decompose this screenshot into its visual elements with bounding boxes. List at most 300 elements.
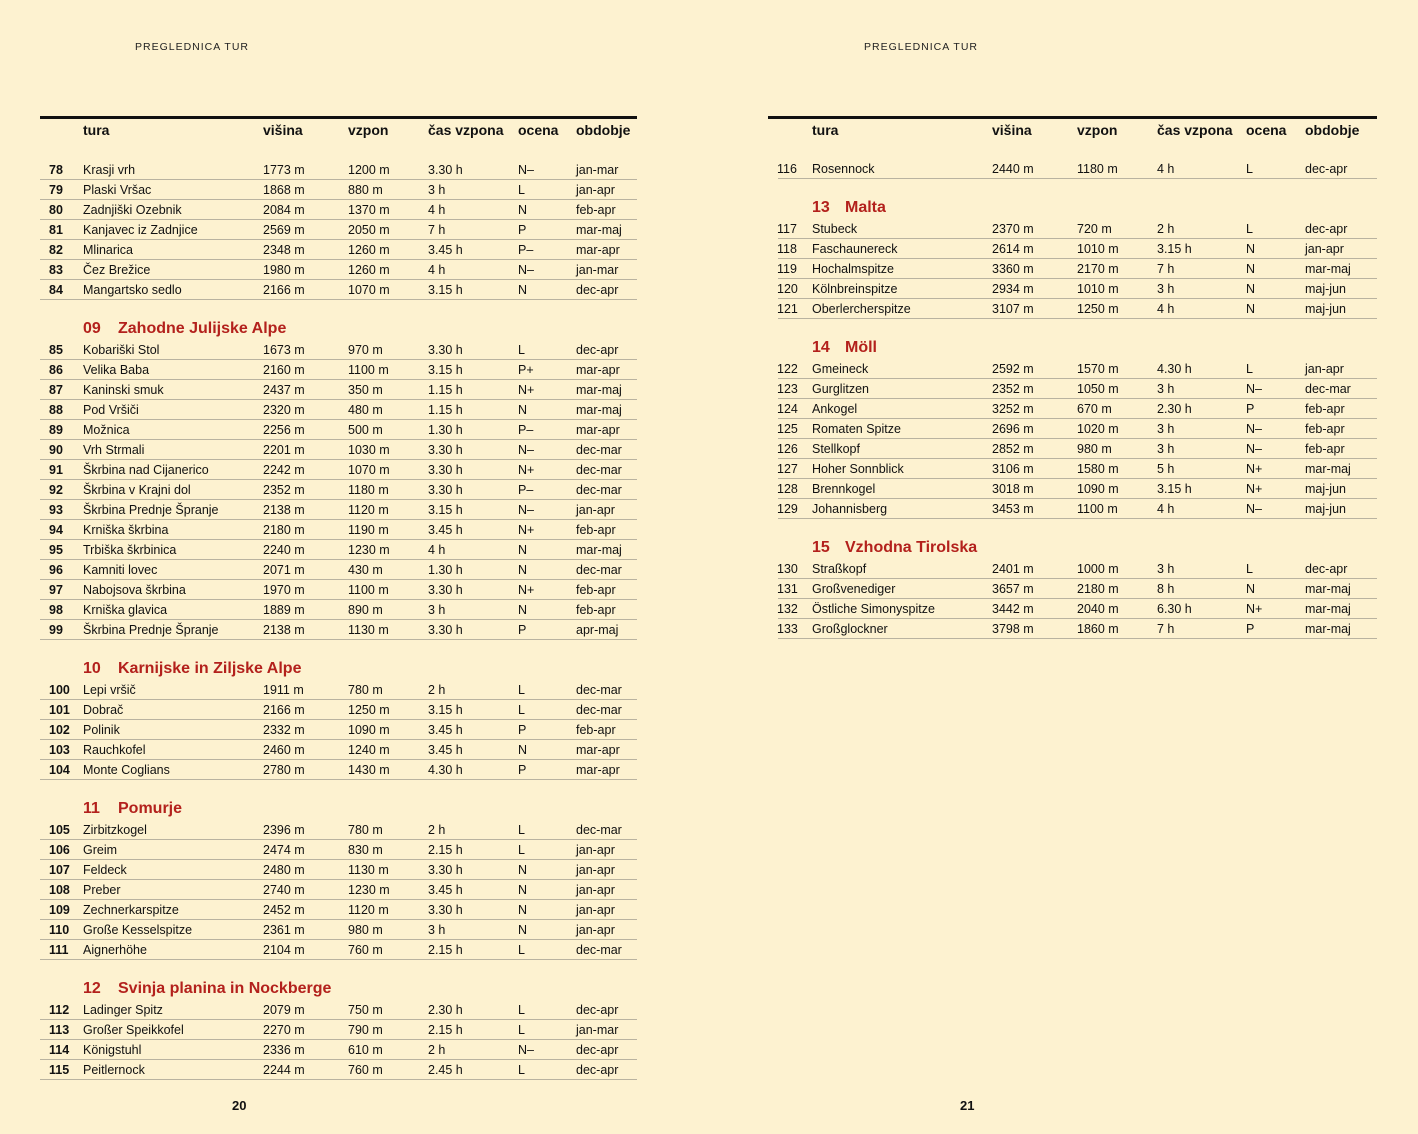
tour-number: 118 bbox=[777, 242, 797, 256]
tour-name: Hoher Sonnblick bbox=[812, 462, 904, 476]
tour-grade: P bbox=[518, 763, 527, 777]
table-row bbox=[40, 280, 637, 300]
tour-ascent: 1130 m bbox=[348, 863, 389, 877]
tour-season: dec-mar bbox=[1305, 382, 1351, 396]
tour-ascent: 610 m bbox=[348, 1043, 383, 1057]
tour-number: 128 bbox=[777, 482, 798, 496]
table-row bbox=[778, 279, 1377, 299]
header-ocena: ocena bbox=[1246, 122, 1287, 138]
tour-name: Škrbina Prednje Špranje bbox=[83, 623, 219, 637]
tour-grade: N bbox=[518, 883, 528, 897]
tour-ascent: 1070 m bbox=[348, 283, 390, 297]
tour-time: 4 h bbox=[1157, 302, 1175, 316]
tour-ascent: 2170 m bbox=[1077, 262, 1119, 276]
tour-name: Johannisberg bbox=[812, 502, 888, 516]
page-number: 20 bbox=[232, 1098, 247, 1113]
tour-name: Gurglitzen bbox=[812, 382, 869, 396]
header-visina: višina bbox=[992, 122, 1032, 138]
tour-grade: N+ bbox=[518, 523, 535, 537]
tour-number: 129 bbox=[777, 502, 798, 516]
tour-number: 105 bbox=[49, 823, 70, 837]
tour-season: mar-maj bbox=[576, 383, 622, 397]
tour-name: Straßkopf bbox=[812, 562, 867, 576]
tour-name: Trbiška škrbinica bbox=[83, 543, 177, 557]
table-row bbox=[40, 1060, 637, 1080]
tour-grade: N bbox=[518, 923, 528, 937]
table-row bbox=[40, 520, 637, 540]
tour-height: 2352 m bbox=[263, 483, 305, 497]
tour-season: mar-maj bbox=[1305, 462, 1351, 476]
section-name: Pomurje bbox=[118, 800, 183, 817]
tour-grade: P+ bbox=[518, 363, 534, 377]
tour-season: mar-maj bbox=[1305, 602, 1351, 616]
tour-name: Škrbina v Krajni dol bbox=[83, 483, 191, 497]
tour-number: 94 bbox=[49, 523, 63, 537]
header-ocena: ocena bbox=[518, 122, 559, 138]
tour-name: Großer Speikkofel bbox=[83, 1023, 184, 1037]
tour-ascent: 720 m bbox=[1077, 222, 1112, 236]
tour-name: Rauchkofel bbox=[83, 743, 146, 757]
tour-name: Pod Vršiči bbox=[83, 403, 139, 417]
tour-name: Brennkogel bbox=[812, 482, 876, 496]
table-row bbox=[40, 180, 637, 200]
tour-time: 3.30 h bbox=[428, 583, 463, 597]
page-number: 21 bbox=[960, 1098, 975, 1113]
tour-name: Kaninski smuk bbox=[83, 383, 164, 397]
tour-height: 1889 m bbox=[263, 603, 305, 617]
tour-ascent: 830 m bbox=[348, 843, 383, 857]
tour-grade: N– bbox=[518, 503, 534, 517]
tour-number: 84 bbox=[49, 283, 63, 297]
tour-height: 2396 m bbox=[263, 823, 305, 837]
section-title bbox=[40, 660, 640, 680]
tour-time: 3 h bbox=[428, 603, 446, 617]
tour-season: maj-jun bbox=[1305, 502, 1346, 516]
tour-season: dec-apr bbox=[1305, 562, 1348, 576]
table-row bbox=[40, 160, 637, 180]
table-row bbox=[40, 560, 637, 580]
tour-name: Škrbina Prednje Špranje bbox=[83, 503, 219, 517]
tour-grade: N– bbox=[1246, 442, 1262, 456]
tour-number: 82 bbox=[49, 243, 63, 257]
tour-name: Faschaunereck bbox=[812, 242, 898, 256]
tour-time: 3.30 h bbox=[428, 163, 463, 177]
tour-time: 3.45 h bbox=[428, 743, 463, 757]
tour-grade: N– bbox=[518, 163, 534, 177]
tour-time: 4 h bbox=[428, 263, 446, 277]
tour-ascent: 1180 m bbox=[1077, 162, 1118, 176]
tour-time: 4 h bbox=[428, 543, 446, 557]
tour-height: 2242 m bbox=[263, 463, 305, 477]
tour-time: 3.15 h bbox=[428, 503, 463, 517]
tour-name: Große Kesselspitze bbox=[83, 923, 193, 937]
tour-season: feb-apr bbox=[576, 723, 616, 737]
tour-name: Polinik bbox=[83, 723, 120, 737]
tour-season: jan-mar bbox=[576, 263, 619, 277]
tour-time: 3.30 h bbox=[428, 343, 463, 357]
tour-name: Krniška glavica bbox=[83, 603, 168, 617]
tour-grade: L bbox=[1246, 362, 1253, 376]
tour-height: 2480 m bbox=[263, 863, 305, 877]
table-row bbox=[778, 259, 1377, 279]
tour-name: Östliche Simonyspitze bbox=[812, 602, 935, 616]
tour-grade: L bbox=[518, 823, 525, 837]
tour-height: 2244 m bbox=[263, 1063, 305, 1077]
tour-grade: P– bbox=[518, 243, 534, 257]
section-number: 10 bbox=[83, 660, 101, 677]
tour-time: 2.15 h bbox=[428, 1023, 463, 1037]
tour-height: 3798 m bbox=[992, 622, 1034, 636]
tour-time: 3.45 h bbox=[428, 243, 463, 257]
tour-time: 3.30 h bbox=[428, 463, 463, 477]
tour-time: 1.15 h bbox=[428, 403, 463, 417]
tour-number: 83 bbox=[49, 263, 63, 277]
tour-grade: L bbox=[518, 183, 525, 197]
tour-time: 3 h bbox=[1157, 282, 1175, 296]
tour-ascent: 1570 m bbox=[1077, 362, 1119, 376]
header-visina: višina bbox=[263, 122, 303, 138]
tour-height: 2437 m bbox=[263, 383, 305, 397]
tour-name: Kölnbreinspitze bbox=[812, 282, 898, 296]
tour-name: Kobariški Stol bbox=[83, 343, 160, 357]
tour-height: 2240 m bbox=[263, 543, 305, 557]
table-row bbox=[778, 599, 1377, 619]
tour-time: 3.15 h bbox=[428, 703, 463, 717]
section-title bbox=[40, 320, 640, 340]
tour-number: 131 bbox=[777, 582, 798, 596]
tour-height: 2180 m bbox=[263, 523, 305, 537]
tour-season: mar-maj bbox=[576, 223, 622, 237]
tour-number: 86 bbox=[49, 363, 63, 377]
tour-season: dec-mar bbox=[576, 443, 622, 457]
tour-number: 121 bbox=[777, 302, 798, 316]
tour-number: 108 bbox=[49, 883, 70, 897]
tour-height: 2079 m bbox=[263, 1003, 305, 1017]
tour-season: jan-mar bbox=[576, 1023, 619, 1037]
table-row bbox=[40, 340, 637, 360]
table-row bbox=[40, 440, 637, 460]
tour-height: 2084 m bbox=[263, 203, 305, 217]
tour-number: 88 bbox=[49, 403, 63, 417]
tour-grade: L bbox=[518, 683, 525, 697]
tour-grade: N bbox=[518, 743, 528, 757]
tour-number: 99 bbox=[49, 623, 63, 637]
tour-grade: L bbox=[1246, 222, 1253, 236]
tour-name: Preber bbox=[83, 883, 121, 897]
table-row bbox=[778, 359, 1377, 379]
tour-height: 2104 m bbox=[263, 943, 305, 957]
tour-grade: N+ bbox=[518, 583, 535, 597]
tour-season: feb-apr bbox=[1305, 442, 1345, 456]
tour-season: mar-maj bbox=[1305, 582, 1351, 596]
tour-ascent: 2050 m bbox=[348, 223, 390, 237]
tour-season: jan-apr bbox=[576, 903, 615, 917]
table-row bbox=[778, 619, 1377, 639]
tour-time: 4.30 h bbox=[1157, 362, 1192, 376]
tour-ascent: 1230 m bbox=[348, 543, 390, 557]
tour-season: mar-apr bbox=[576, 243, 620, 257]
tour-number: 123 bbox=[777, 382, 798, 396]
tour-ascent: 500 m bbox=[348, 423, 383, 437]
tour-grade: L bbox=[1246, 562, 1253, 576]
tour-season: jan-apr bbox=[576, 503, 615, 517]
tour-season: mar-apr bbox=[576, 363, 620, 377]
tour-grade: N– bbox=[1246, 502, 1262, 516]
tour-number: 92 bbox=[49, 483, 63, 497]
tour-number: 130 bbox=[777, 562, 798, 576]
header-tura: tura bbox=[83, 122, 110, 138]
tour-ascent: 1100 m bbox=[348, 363, 389, 377]
table-row bbox=[40, 600, 637, 620]
tour-number: 132 bbox=[777, 602, 798, 616]
tour-name: Škrbina nad Cijanerico bbox=[83, 463, 209, 477]
tour-height: 3106 m bbox=[992, 462, 1034, 476]
tour-season: mar-apr bbox=[576, 743, 620, 757]
tour-number: 101 bbox=[49, 703, 70, 717]
tour-ascent: 1250 m bbox=[348, 703, 390, 717]
tour-height: 2166 m bbox=[263, 283, 305, 297]
tour-grade: L bbox=[518, 843, 525, 857]
tour-name: Zadnjiški Ozebnik bbox=[83, 203, 182, 217]
tour-ascent: 1190 m bbox=[348, 523, 389, 537]
tour-name: Königstuhl bbox=[83, 1043, 142, 1057]
header-obdobje: obdobje bbox=[576, 122, 631, 138]
tour-ascent: 1130 m bbox=[348, 623, 389, 637]
tour-height: 2256 m bbox=[263, 423, 305, 437]
tour-grade: N bbox=[518, 283, 528, 297]
table-row bbox=[40, 380, 637, 400]
tour-season: mar-maj bbox=[576, 543, 622, 557]
header-vzpon: vzpon bbox=[348, 122, 389, 138]
table-row bbox=[40, 580, 637, 600]
running-head: PREGLEDNICA TUR bbox=[135, 41, 249, 53]
tour-grade: L bbox=[518, 1063, 525, 1077]
tour-time: 4 h bbox=[428, 203, 446, 217]
tour-grade: N bbox=[1246, 242, 1256, 256]
tour-name: Plaski Vršac bbox=[83, 183, 152, 197]
tour-height: 3360 m bbox=[992, 262, 1034, 276]
tour-season: dec-mar bbox=[576, 703, 622, 717]
tour-season: dec-mar bbox=[576, 563, 622, 577]
tour-number: 114 bbox=[49, 1043, 70, 1057]
tour-season: jan-apr bbox=[576, 863, 615, 877]
tour-ascent: 980 m bbox=[1077, 442, 1112, 456]
tour-grade: N+ bbox=[1246, 602, 1263, 616]
tour-time: 1.15 h bbox=[428, 383, 463, 397]
tour-grade: N bbox=[518, 543, 528, 557]
tour-grade: N bbox=[518, 203, 528, 217]
tour-season: dec-mar bbox=[576, 483, 622, 497]
tour-ascent: 1030 m bbox=[348, 443, 390, 457]
tour-height: 2361 m bbox=[263, 923, 305, 937]
tour-time: 3.15 h bbox=[428, 363, 463, 377]
tour-ascent: 1020 m bbox=[1077, 422, 1119, 436]
tour-season: jan-apr bbox=[576, 923, 615, 937]
tour-number: 93 bbox=[49, 503, 63, 517]
left-page bbox=[40, 0, 640, 1134]
tour-name: Krasji vrh bbox=[83, 163, 136, 177]
table-row bbox=[40, 460, 637, 480]
tour-number: 112 bbox=[49, 1003, 70, 1017]
tour-height: 2352 m bbox=[992, 382, 1034, 396]
tour-grade: N bbox=[518, 903, 528, 917]
tour-name: Mlinarica bbox=[83, 243, 134, 257]
tour-name: Kamniti lovec bbox=[83, 563, 158, 577]
tour-time: 6.30 h bbox=[1157, 602, 1192, 616]
tour-ascent: 1370 m bbox=[348, 203, 390, 217]
tour-height: 2440 m bbox=[992, 162, 1034, 176]
header-obdobje: obdobje bbox=[1305, 122, 1360, 138]
tour-ascent: 880 m bbox=[348, 183, 383, 197]
section-number: 14 bbox=[812, 339, 830, 356]
tour-time: 2.30 h bbox=[1157, 402, 1192, 416]
tour-number: 103 bbox=[49, 743, 70, 757]
tour-ascent: 1100 m bbox=[1077, 502, 1118, 516]
tour-time: 3.45 h bbox=[428, 883, 463, 897]
tour-grade: N bbox=[1246, 262, 1256, 276]
tour-season: dec-mar bbox=[576, 683, 622, 697]
tour-season: maj-jun bbox=[1305, 282, 1346, 296]
table-row bbox=[40, 680, 637, 700]
tour-grade: N bbox=[1246, 302, 1256, 316]
tour-grade: N+ bbox=[1246, 482, 1263, 496]
tour-ascent: 780 m bbox=[348, 823, 383, 837]
table-row bbox=[778, 399, 1377, 419]
tour-name: Aignerhöhe bbox=[83, 943, 147, 957]
tour-height: 3657 m bbox=[992, 582, 1034, 596]
tour-grade: L bbox=[518, 1003, 525, 1017]
table-top-rule bbox=[40, 116, 637, 119]
table-row bbox=[40, 240, 637, 260]
section-name: Möll bbox=[845, 339, 877, 356]
tour-number: 104 bbox=[49, 763, 70, 777]
table-row bbox=[40, 480, 637, 500]
tour-grade: N– bbox=[518, 443, 534, 457]
table-row bbox=[40, 200, 637, 220]
table-row bbox=[778, 159, 1377, 179]
tour-name: Velika Baba bbox=[83, 363, 150, 377]
tour-ascent: 1260 m bbox=[348, 263, 390, 277]
tour-name: Monte Coglians bbox=[83, 763, 170, 777]
tour-time: 2 h bbox=[428, 1043, 446, 1057]
tour-number: 113 bbox=[49, 1023, 70, 1037]
tour-name: Kanjavec iz Zadnjice bbox=[83, 223, 198, 237]
tour-height: 1673 m bbox=[263, 343, 305, 357]
tour-height: 1911 m bbox=[263, 683, 304, 697]
tour-name: Gmeineck bbox=[812, 362, 869, 376]
tour-time: 5 h bbox=[1157, 462, 1175, 476]
tour-season: mar-apr bbox=[576, 423, 620, 437]
tour-ascent: 350 m bbox=[348, 383, 383, 397]
tour-name: Mangartsko sedlo bbox=[83, 283, 182, 297]
tour-ascent: 2180 m bbox=[1077, 582, 1119, 596]
tour-season: dec-mar bbox=[576, 823, 622, 837]
tour-ascent: 1430 m bbox=[348, 763, 390, 777]
tour-grade: N bbox=[1246, 282, 1256, 296]
tour-height: 2934 m bbox=[992, 282, 1034, 296]
tour-ascent: 1090 m bbox=[348, 723, 390, 737]
tour-number: 89 bbox=[49, 423, 63, 437]
tour-ascent: 750 m bbox=[348, 1003, 383, 1017]
section-number: 09 bbox=[83, 320, 101, 337]
tour-ascent: 1200 m bbox=[348, 163, 390, 177]
tour-number: 78 bbox=[49, 163, 63, 177]
tour-name: Zechnerkarspitze bbox=[83, 903, 179, 917]
tour-time: 2.15 h bbox=[428, 843, 463, 857]
tour-grade: P– bbox=[518, 483, 534, 497]
tour-time: 3.15 h bbox=[1157, 242, 1192, 256]
tour-ascent: 1050 m bbox=[1077, 382, 1119, 396]
table-row bbox=[40, 220, 637, 240]
section-number: 15 bbox=[812, 539, 830, 556]
tour-name: Großglockner bbox=[812, 622, 888, 636]
tour-season: maj-jun bbox=[1305, 482, 1346, 496]
tour-name: Greim bbox=[83, 843, 118, 857]
tour-height: 2138 m bbox=[263, 503, 305, 517]
tour-ascent: 970 m bbox=[348, 343, 383, 357]
tour-time: 3 h bbox=[428, 183, 446, 197]
tour-time: 3.30 h bbox=[428, 903, 463, 917]
tour-height: 2160 m bbox=[263, 363, 305, 377]
section-number: 11 bbox=[83, 800, 100, 817]
tour-ascent: 780 m bbox=[348, 683, 383, 697]
tour-ascent: 1860 m bbox=[1077, 622, 1119, 636]
tour-height: 2740 m bbox=[263, 883, 305, 897]
tour-ascent: 1180 m bbox=[348, 483, 389, 497]
tour-time: 3.30 h bbox=[428, 443, 463, 457]
header-cas-vzpona: čas vzpona bbox=[428, 122, 504, 138]
tour-height: 2138 m bbox=[263, 623, 305, 637]
tour-number: 133 bbox=[777, 622, 798, 636]
tour-name: Stellkopf bbox=[812, 442, 860, 456]
tour-ascent: 670 m bbox=[1077, 402, 1112, 416]
table-row bbox=[40, 260, 637, 280]
table-row bbox=[40, 540, 637, 560]
tour-time: 3.15 h bbox=[428, 283, 463, 297]
tour-name: Stubeck bbox=[812, 222, 858, 236]
tour-number: 125 bbox=[777, 422, 798, 436]
tour-name: Ladinger Spitz bbox=[83, 1003, 163, 1017]
tour-time: 2 h bbox=[428, 683, 446, 697]
table-row bbox=[778, 219, 1377, 239]
tour-season: jan-apr bbox=[1305, 242, 1344, 256]
table-row bbox=[778, 299, 1377, 319]
tour-grade: N– bbox=[1246, 382, 1262, 396]
tour-name: Čez Brežice bbox=[83, 263, 151, 277]
tour-height: 2696 m bbox=[992, 422, 1034, 436]
tour-time: 3.45 h bbox=[428, 723, 463, 737]
tour-time: 7 h bbox=[1157, 622, 1175, 636]
table-row bbox=[40, 500, 637, 520]
tour-time: 2 h bbox=[428, 823, 446, 837]
table-row bbox=[40, 360, 637, 380]
tour-height: 2270 m bbox=[263, 1023, 305, 1037]
table-row bbox=[40, 1000, 637, 1020]
tour-season: mar-maj bbox=[1305, 622, 1351, 636]
table-row bbox=[40, 920, 637, 940]
header-cas-vzpona: čas vzpona bbox=[1157, 122, 1233, 138]
tour-time: 4 h bbox=[1157, 162, 1175, 176]
tour-number: 96 bbox=[49, 563, 63, 577]
tour-season: jan-apr bbox=[576, 843, 615, 857]
table-row bbox=[40, 620, 637, 640]
tour-ascent: 1260 m bbox=[348, 243, 390, 257]
table-row bbox=[40, 400, 637, 420]
tour-height: 1773 m bbox=[263, 163, 305, 177]
tour-number: 124 bbox=[777, 402, 798, 416]
tour-number: 110 bbox=[49, 923, 70, 937]
tour-number: 79 bbox=[49, 183, 63, 197]
